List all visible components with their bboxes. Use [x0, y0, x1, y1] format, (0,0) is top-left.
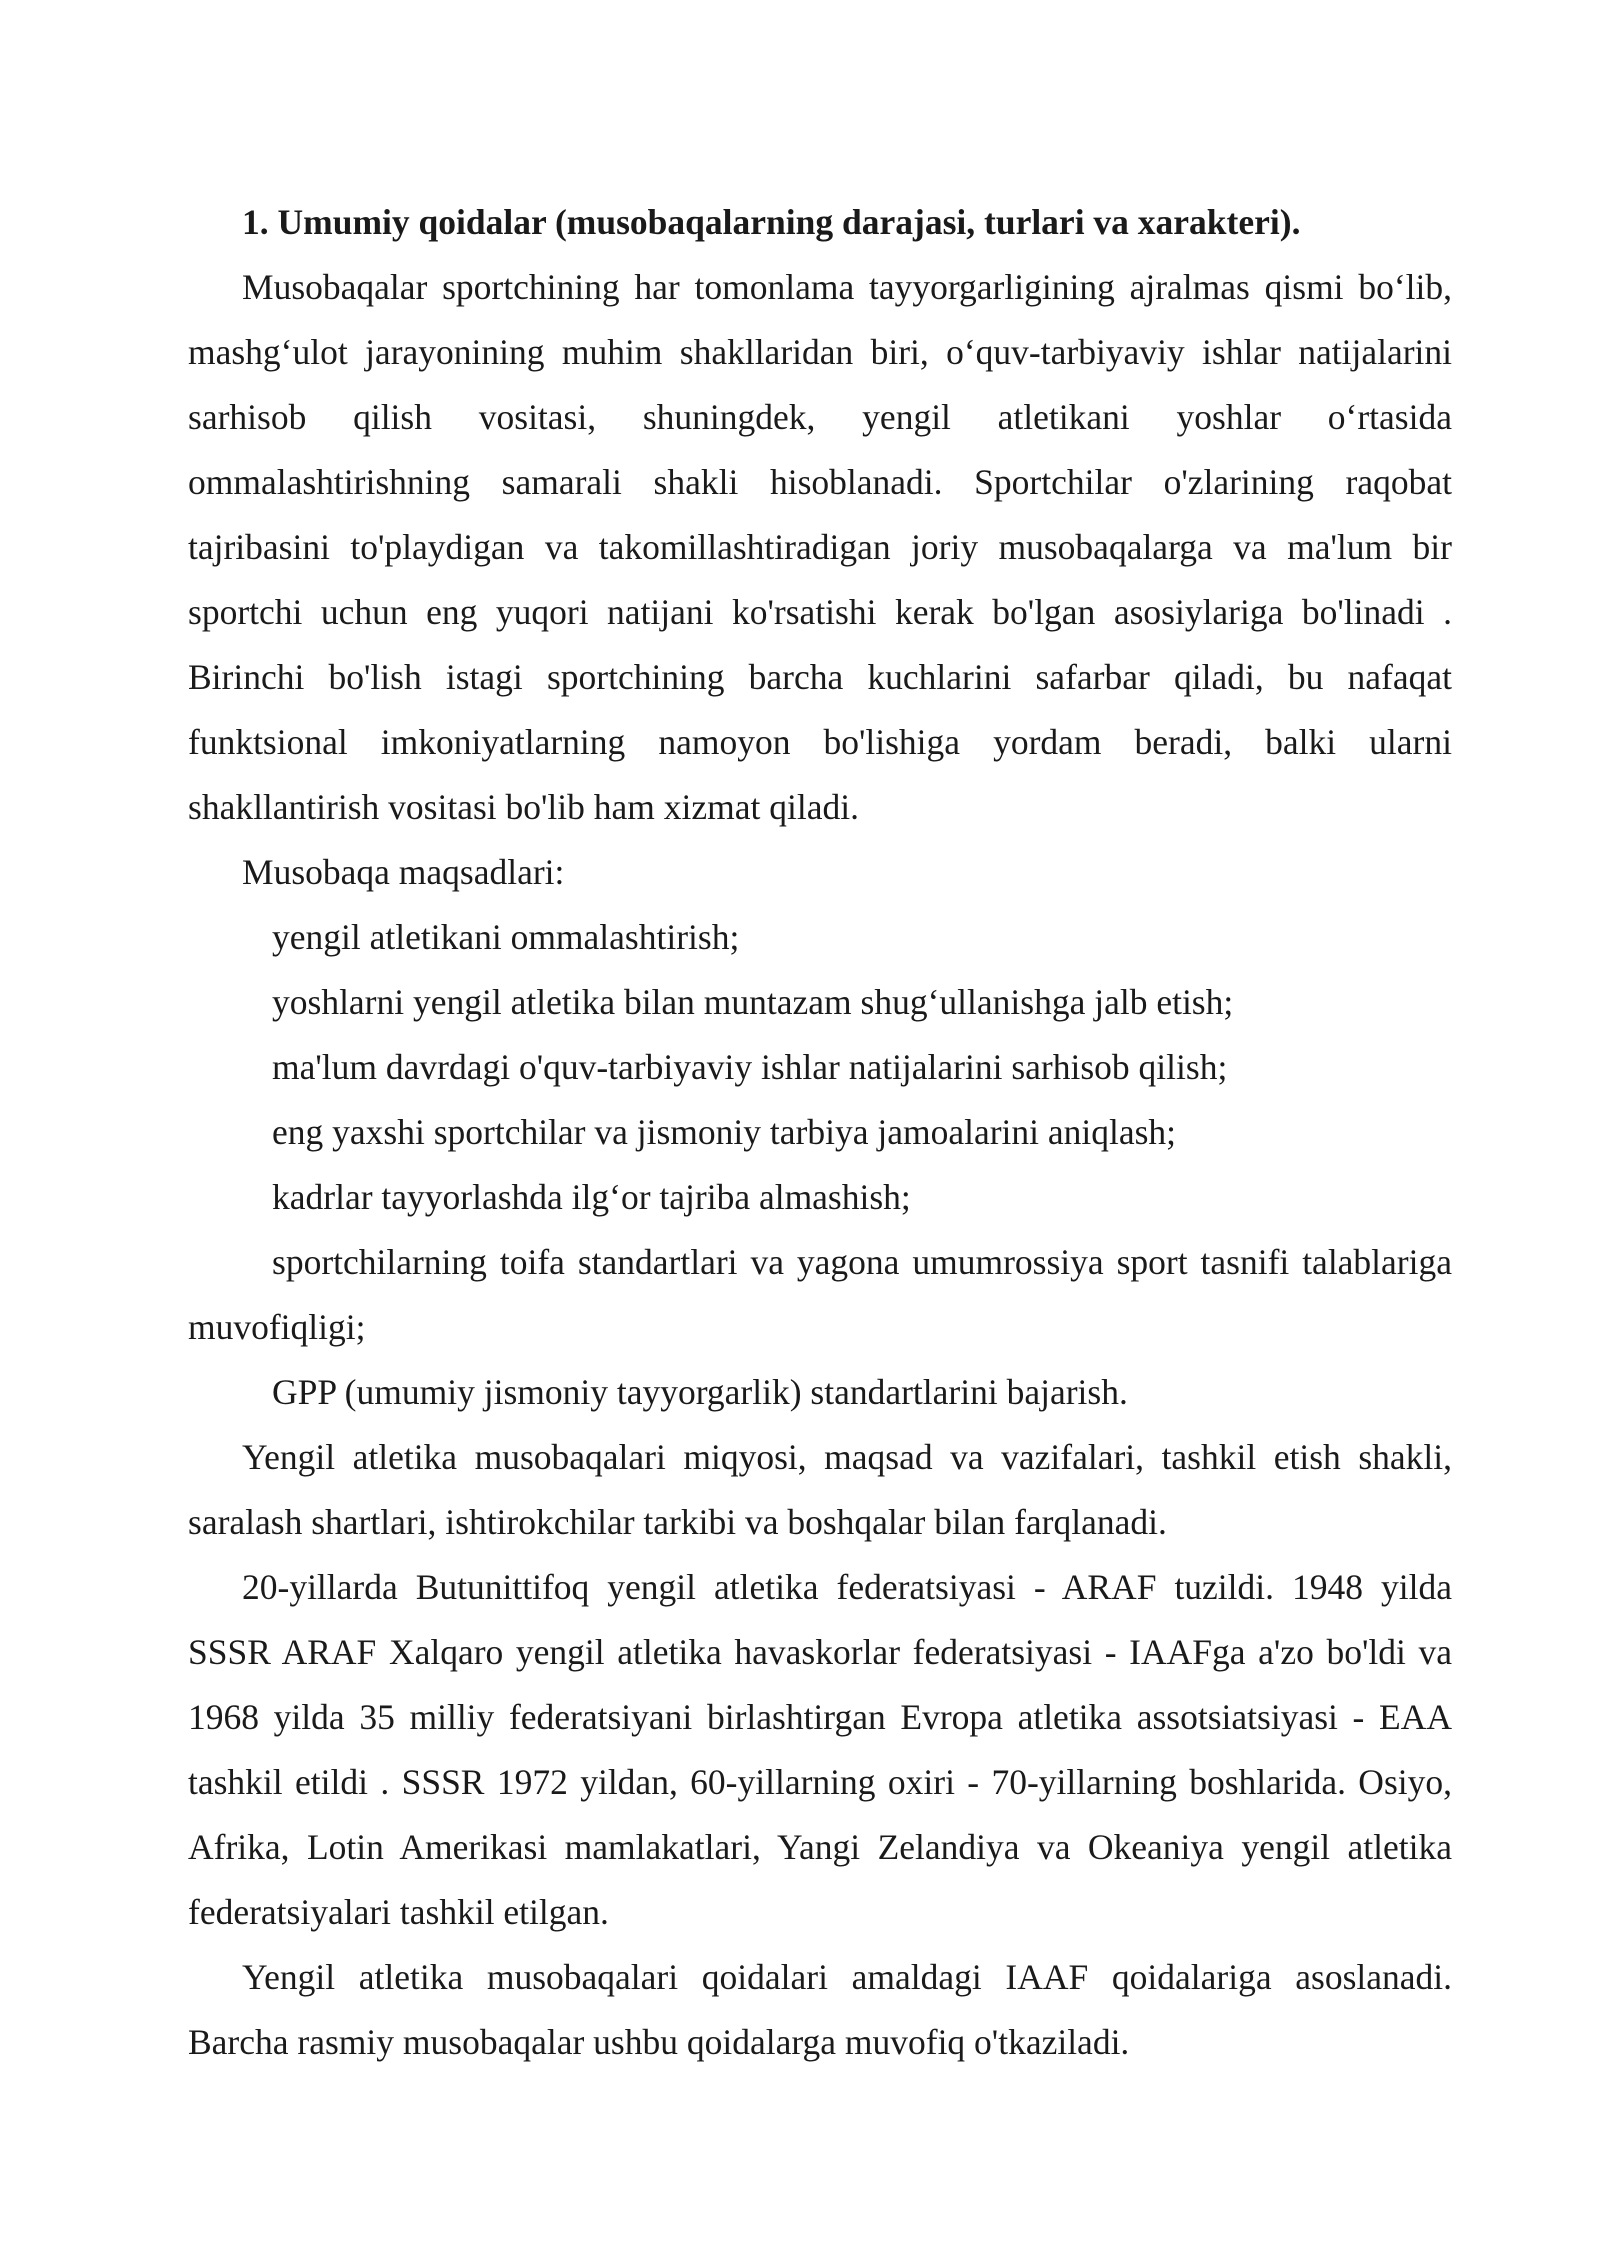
intro-paragraph: Musobaqalar sportchining har tomonlama tayyorgarligining ajralmas qismi bo‘lib, mashg‘ulot jarayonining muhim shakllaridan biri, o‘quv-tarbiyaviy ishlar natijalarini sarhisob qilish vositasi, shuningdek, yengil atletikani yoshlar o‘rtasida ommalashtirishning samarali shakli hisoblanadi. Sportchilar o'zlarining raqobat tajribasini to'playdigan va takomillashtiradigan joriy musobaqalarga va ma'lum bir sportchi uchun eng yuqori natijani ko'rsatishi kerak bo'lgan asosiylariga bo'linadi . Birinchi bo'lish istagi sportchining barcha kuchlarini safarbar qiladi, bu nafaqat funktsional imkoniyatlarning namoyon bo'lishiga yordam beradi, balki ularni shakllantirish vositasi bo'lib ham xizmat qiladi. [188, 267, 1452, 827]
goal-item: kadrlar tayyorlashda ilg‘or tajriba almashish; [272, 1177, 911, 1217]
paragraph-rules: Yengil atletika musobaqalari qoidalari amaldagi IAAF qoidalariga asoslanadi. Barcha rasmiy musobaqalar ushbu qoidalarga muvofiq o'tkaziladi. [188, 1957, 1452, 2062]
goal-item: GPP (umumiy jismoniy tayyorgarlik) standartlarini bajarish. [272, 1372, 1128, 1412]
goal-item: eng yaxshi sportchilar va jismoniy tarbiya jamoalarini aniqlash; [272, 1112, 1177, 1152]
goal-item: yengil atletikani ommalashtirish; [272, 917, 740, 957]
section-heading: 1. Umumiy qoidalar (musobaqalarning darajasi, turlari va xarakteri). [242, 202, 1301, 242]
goal-item: yoshlarni yengil atletika bilan muntazam shug‘ullanishga jalb etish; [272, 982, 1234, 1022]
goals-list [188, 905, 1452, 1425]
document-body [188, 190, 1452, 2075]
goal-item: sportchilarning toifa standartlari va yagona umumrossiya sport tasnifi talablariga muvofiqligi; [188, 1242, 1452, 1347]
goals-title: Musobaqa maqsadlari: [242, 852, 565, 892]
paragraph-history: 20-yillarda Butunittifoq yengil atletika federatsiyasi - ARAF tuzildi. 1948 yilda SSSR ARAF Xalqaro yengil atletika havaskorlar federatsiyasi - IAAFga a'zo bo'ldi va 1968 yilda 35 milliy federatsiyani birlashtirgan Evropa atletika assotsiatsiyasi - EAA tashkil etildi . SSSR 1972 yildan, 60-yillarning oxiri - 70-yillarning boshlarida. Osiyo, Afrika, Lotin Amerikasi mamlakatlari, Yangi Zelandiya va Okeaniya yengil atletika federatsiyalari tashkil etilgan. [188, 1567, 1452, 1932]
goal-item: ma'lum davrdagi o'quv-tarbiyaviy ishlar natijalarini sarhisob qilish; [272, 1047, 1228, 1087]
paragraph-differences: Yengil atletika musobaqalari miqyosi, maqsad va vazifalari, tashkil etish shakli, saralash shartlari, ishtirokchilar tarkibi va boshqalar bilan farqlanadi. [188, 1437, 1452, 1542]
